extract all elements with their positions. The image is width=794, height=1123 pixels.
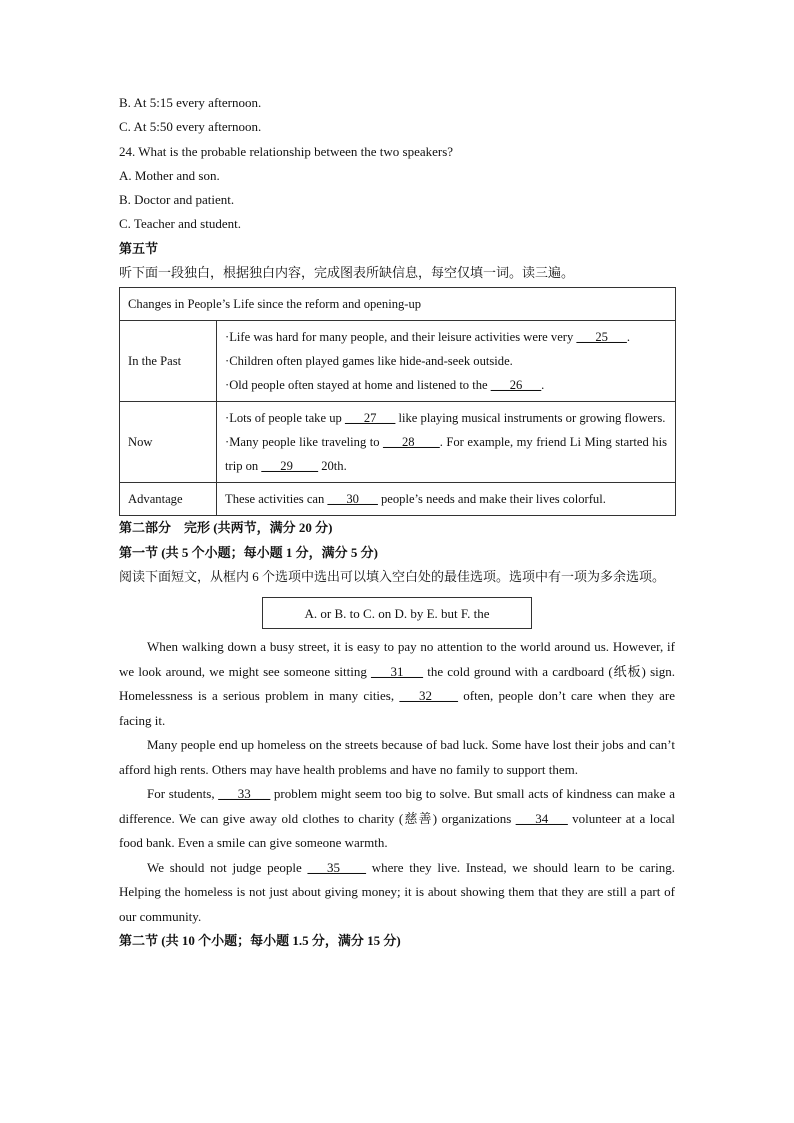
now-line-2 <box>225 430 667 478</box>
p1-text-a: When walking down a busy street, it is easy to pay no attention to the world around us. However, if we look around, we might see someone sitting <box>119 639 675 679</box>
p3-text-e: volunteer at a local food bank. Even a smile can give someone warmth. <box>119 810 675 851</box>
table-title: Changes in People’s Life since the reform and opening-up <box>120 288 676 321</box>
now-1-end: like playing musical instruments or growing flowers. <box>395 411 666 426</box>
blank-33: ___33___ <box>218 786 271 802</box>
blank-28: ___28____ <box>383 435 440 450</box>
p3-text-c: problem might seem too big to solve. But small acts of kindness can make a difference. We can give away old clothes to charity (慈善) organizations <box>119 786 675 826</box>
now-cell <box>217 402 676 483</box>
blank-29: ___29____ <box>261 459 319 474</box>
passage-paragraph-2: Many people end up homeless on the streets because of bad luck. Some have lost their jobs and can’t afford high rents. Others may have health problems and have no family to support them. <box>119 737 675 777</box>
past-line-3 <box>225 373 667 397</box>
q24-option-a: A. Mother and son. <box>119 167 220 183</box>
blank-27: ___27___ <box>344 411 396 426</box>
part2-sec1-heading: 第一节 (共 5 个小题；每小题 1 分，满分 5 分) <box>119 544 378 560</box>
blank-30: ___30___ <box>327 492 378 507</box>
p4-text-c: where they live. Instead, we should learn to be caring. Helping the homeless is not just about giving money; it is about showing them that they are still a part of our community. <box>119 859 675 924</box>
now-1-text: ·Lots of people take up <box>225 411 345 426</box>
q24-option-b: B. Doctor and patient. <box>119 192 235 208</box>
part2-heading: 第二部分 完形 (共两节，满分 20 分) <box>119 520 333 536</box>
row-label-past: In the Past <box>120 321 217 402</box>
now-2-text: ·Many people like traveling to <box>225 435 384 450</box>
adv-text: These activities can <box>225 492 328 507</box>
section5-heading: 第五节 <box>119 240 159 256</box>
now-2-end: 20th. <box>318 459 347 474</box>
row-label-now: Now <box>120 402 217 483</box>
past-1-text: ·Life was hard for many people, and their leisure activities were very <box>225 330 577 345</box>
blank-34: ___34___ <box>515 810 568 826</box>
past-3-text: ·Old people often stayed at home and listened to the <box>225 378 491 393</box>
options-box: A. or B. to C. on D. by E. but F. the <box>262 597 532 629</box>
blank-35: ___35____ <box>307 859 367 875</box>
p3-text-a: For students, <box>147 786 219 802</box>
blank-32: ___32____ <box>399 688 458 704</box>
advantage-cell <box>217 483 676 516</box>
blank-31: ___31___ <box>371 663 424 679</box>
past-cell <box>217 321 676 402</box>
blank-25: ___25___ <box>576 330 627 345</box>
info-table <box>119 287 676 516</box>
q24-question: 24. What is the probable relationship between the two speakers? <box>119 143 454 159</box>
now-2-mid: . For example, my friend Li Ming started his trip on <box>225 435 667 474</box>
past-3-end: . <box>541 378 545 393</box>
q23-option-b: B. At 5:15 every afternoon. <box>119 95 262 110</box>
p4-text-a: We should not judge people <box>147 859 308 875</box>
p1-text-c: the cold ground with a cardboard (纸板) sign. Homelessness is a serious problem in many cities, <box>119 663 675 704</box>
part2-sec1-instruction: 阅读下面短文，从框内 6 个选项中选出可以填入空白处的最佳选项。选项中有一项为多余选项。 <box>119 568 666 584</box>
past-line-1 <box>225 325 667 349</box>
adv-end: people’s needs and make their lives colorful. <box>377 492 606 507</box>
q23-option-c: C. At 5:50 every afternoon. <box>119 119 262 135</box>
passage-paragraph-1 <box>119 635 675 733</box>
section5-instruction: 听下面一段独白，根据独白内容，完成图表所缺信息，每空仅填一词。读三遍。 <box>119 265 575 281</box>
part2-sec2-heading: 第二节 (共 10 个小题；每小题 1.5 分，满分 15 分) <box>119 933 401 949</box>
now-line-1 <box>225 406 667 430</box>
p1-text-e: often, people don’t care when they are facing it. <box>119 688 675 728</box>
blank-26: ___26___ <box>490 378 542 393</box>
passage-paragraph-4 <box>119 856 675 930</box>
row-label-advantage: Advantage <box>120 483 217 516</box>
past-1-end: . <box>626 330 630 345</box>
exam-page <box>119 91 675 954</box>
passage-paragraph-3 <box>119 782 675 856</box>
q24-option-c: C. Teacher and student. <box>119 216 241 232</box>
past-line-2: ·Children often played games like hide-and-seek outside. <box>225 354 513 369</box>
